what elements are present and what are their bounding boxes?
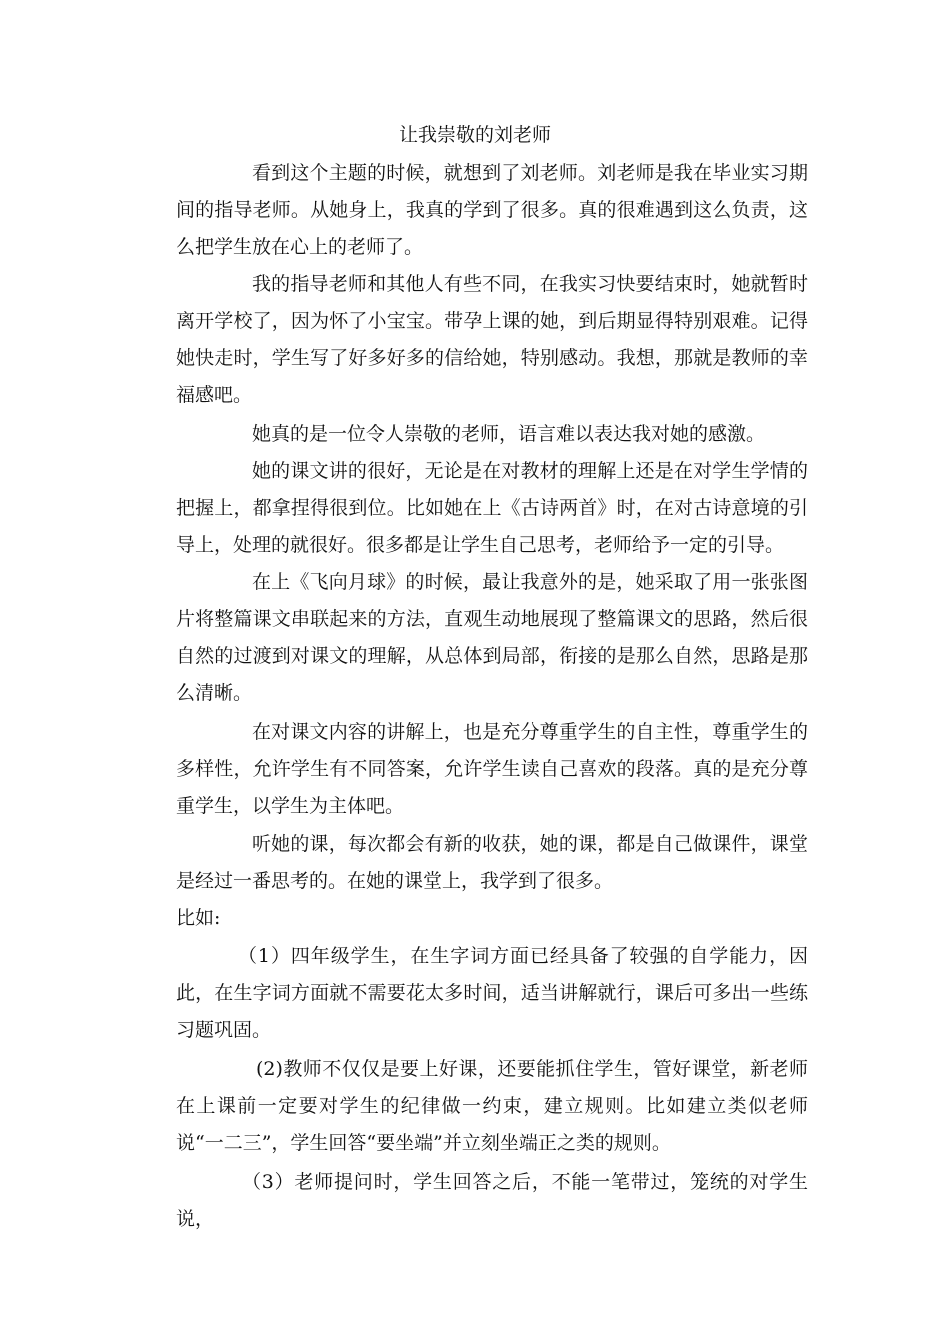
paragraph-intro: 看到这个主题的时候，就想到了刘老师。刘老师是我在毕业实习期间的指导老师。从她身上，我真的学到了很多。真的很难遇到这么负责，这么把学生放在心上的老师了。	[176, 162, 808, 258]
list-item-2: (2)教师不仅仅是要上好课，还要能抓住学生，管好课堂，新老师在上课前一定要对学生的纪律做一约束，建立规则。比如建立类似老师说“一二三”，学生回答“要坐端”并立刻坐端正之类的规则。	[176, 1058, 808, 1154]
list-item-1: （1）四年级学生，在生字词方面已经具备了较强的自学能力，因此，在生字词方面就不需要花太多时间，适当讲解就行，课后可多出一些练习题巩固。	[176, 945, 808, 1041]
paragraph-gratitude: 她真的是一位令人崇敬的老师，语言难以表达我对她的感激。	[252, 423, 766, 445]
paragraph-gains: 听她的课，每次都会有新的收获，她的课，都是自己做课件，课堂是经过一番思考的。在她的课堂上，我学到了很多。	[176, 833, 808, 892]
paragraph-for-example: 比如:	[176, 907, 221, 929]
paragraph-teaching-skill: 她的课文讲的很好，无论是在对教材的理解上还是在对学生学情的把握上，都拿捏得很到位。比如她在上《古诗两首》时，在对古诗意境的引导上，处理的就很好。很多都是让学生自己思考，老师给予一定的引导。	[176, 460, 808, 556]
paragraph-fly-to-moon: 在上《飞向月球》的时候，最让我意外的是，她采取了用一张张图片将整篇课文串联起来的方法，直观生动地展现了整篇课文的思路，然后很自然的过渡到对课文的理解，从总体到局部，衔接的是那么自然，思路是那么清晰。	[176, 571, 808, 704]
list-item-3: （3）老师提问时，学生回答之后，不能一笔带过，笼统的对学生说，	[176, 1171, 808, 1230]
paragraph-student-centered: 在对课文内容的讲解上，也是充分尊重学生的自主性，尊重学生的多样性，允许学生有不同答案，允许学生读自己喜欢的段落。真的是充分尊重学生，以学生为主体吧。	[176, 721, 808, 817]
document-title: 让我崇敬的刘老师	[398, 124, 551, 146]
paragraph-mentor-leave: 我的指导老师和其他人有些不同，在我实习快要结束时，她就暂时离开学校了，因为怀了小宝宝。带孕上课的她，到后期显得特别艰难。记得她快走时，学生写了好多好多的信给她，特别感动。我想，那就是教师的幸福感吧。	[176, 273, 808, 406]
